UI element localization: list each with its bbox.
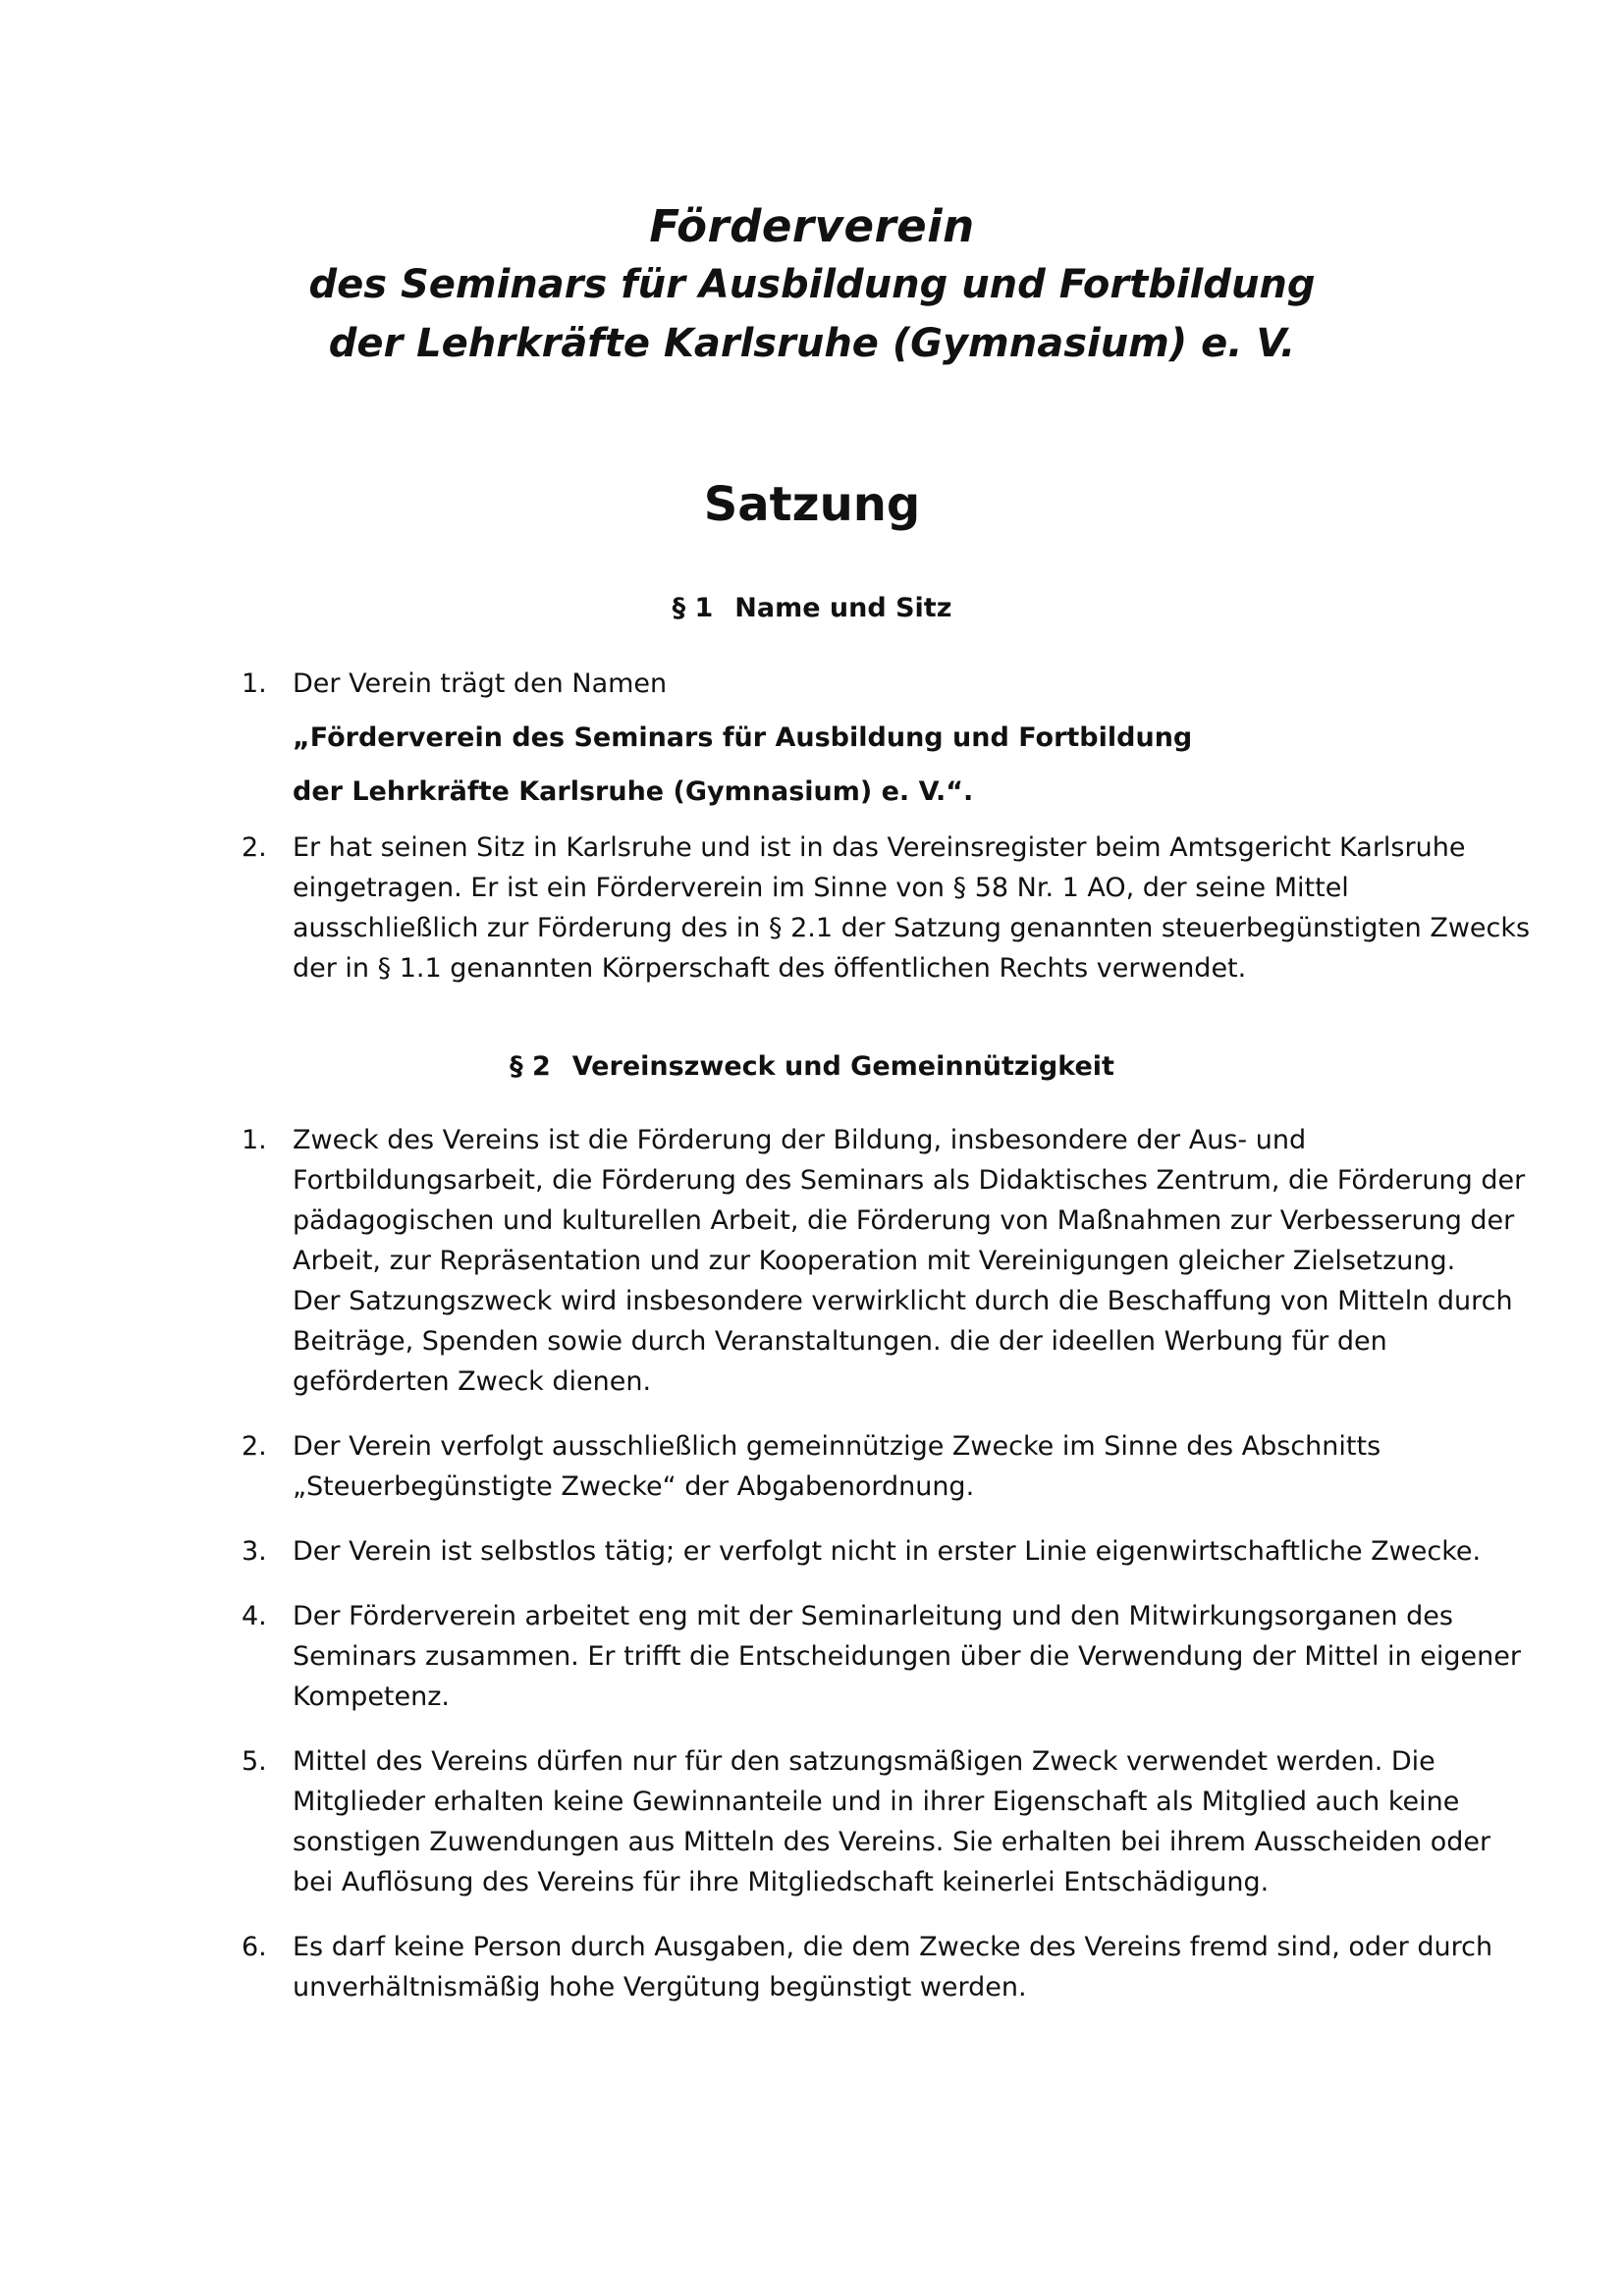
section-2-item-1	[242, 1120, 1538, 1402]
section-2-item-4	[242, 1596, 1538, 1717]
section-1-list	[242, 664, 1538, 988]
item-text: Zweck des Vereins ist die Förderung der Bildung, insbesondere der Aus- und Fortbildungsarbeit, die Förderung des Seminars als Didaktisches Zentrum, die Förderung der pädagogischen und kulturellen Arbeit, die Förderung von Maßnahmen zur Verbesserung der Arbeit, zur Repräsentation und zur Kooperation mit Vereinigungen gleicher Zielsetzung.	[293, 1125, 1526, 1276]
item-text: Der Verein ist selbstlos tätig; er verfolgt nicht in erster Linie eigenwirtschaftliche Zwecke.	[293, 1536, 1482, 1567]
item-text: Es darf keine Person durch Ausgaben, die dem Zwecke des Vereins fremd sind, oder durch unverhältnismäßig hohe Vergütung begünstigt werden.	[293, 1932, 1493, 2002]
title-line-3: der Lehrkräfte Karlsruhe (Gymnasium) e. V.	[328, 321, 1296, 366]
item-number: 2.	[242, 1431, 267, 1462]
title-line-2: des Seminars für Ausbildung und Fortbildung	[308, 262, 1316, 307]
section-1-heading	[0, 589, 1624, 628]
section-2-item-2	[242, 1426, 1538, 1507]
item-number: 1.	[242, 1125, 267, 1155]
section-1-item-1	[242, 664, 1538, 812]
item-text: Der Verein verfolgt ausschließlich gemeinnützige Zwecke im Sinne des Abschnitts „Steuerbegünstigte Zwecke“ der Abgabenordnung.	[293, 1431, 1381, 1502]
section-2-title: Vereinszweck und Gemeinnützigkeit	[571, 1051, 1114, 1082]
item-number: 2.	[242, 832, 267, 863]
section-2-item-5	[242, 1741, 1538, 1902]
item-number: 1.	[242, 668, 267, 699]
section-1-sign: § 1	[672, 593, 714, 623]
item-number: 3.	[242, 1536, 267, 1567]
association-name-line-2: der Lehrkräfte Karlsruhe (Gymnasium) e. V.“.	[293, 776, 974, 807]
section-2-sign: § 2	[510, 1051, 551, 1082]
item-text: Er hat seinen Sitz in Karlsruhe und ist in das Vereinsregister beim Amtsgericht Karlsruhe eingetragen. Er ist ein Förderverein im Sinne von § 58 Nr. 1 AO, der seine Mittel ausschließlich zur Förderung des in § 2.1 der Satzung genannten steuerbegünstigten Zwecks der in § 1.1 genannten Körperschaft des öffentlichen Rechts verwendet.	[293, 832, 1531, 984]
section-1-item-2	[242, 828, 1538, 988]
title-line-1: Förderverein	[649, 200, 975, 252]
section-2-item-6	[242, 1927, 1538, 2007]
section-2-item-3	[242, 1531, 1538, 1572]
section-2-list	[242, 1120, 1538, 2007]
document-title: Satzung	[703, 477, 921, 532]
item-text: Der Förderverein arbeitet eng mit der Seminarleitung und den Mitwirkungsorganen des Seminars zusammen. Er trifft die Entscheidungen über die Verwendung der Mittel in eigener Kompetenz.	[293, 1601, 1521, 1712]
item-number: 4.	[242, 1601, 267, 1631]
association-name-line-1: „Förderverein des Seminars für Ausbildung und Fortbildung	[293, 722, 1193, 753]
section-2-heading	[0, 1047, 1624, 1087]
association-title	[0, 198, 1624, 373]
item-text: Der Verein trägt den Namen	[293, 668, 668, 699]
item-text-continued: Der Satzungszweck wird insbesondere verwirklicht durch die Beschaffung von Mitteln durch Beiträge, Spenden sowie durch Veranstaltungen. die der ideellen Werbung für den geförderten Zweck dienen.	[293, 1286, 1513, 1397]
section-1-title: Name und Sitz	[734, 593, 952, 623]
item-number: 5.	[242, 1746, 267, 1777]
item-text: Mittel des Vereins dürfen nur für den satzungsmäßigen Zweck verwendet werden. Die Mitglieder erhalten keine Gewinnanteile und in ihrer Eigenschaft als Mitglied auch keine sonstigen Zuwendungen aus Mitteln des Vereins. Sie erhalten bei ihrem Ausscheiden oder bei Auflösung des Vereins für ihre Mitgliedschaft keinerlei Entschädigung.	[293, 1746, 1491, 1897]
item-number: 6.	[242, 1932, 267, 1962]
